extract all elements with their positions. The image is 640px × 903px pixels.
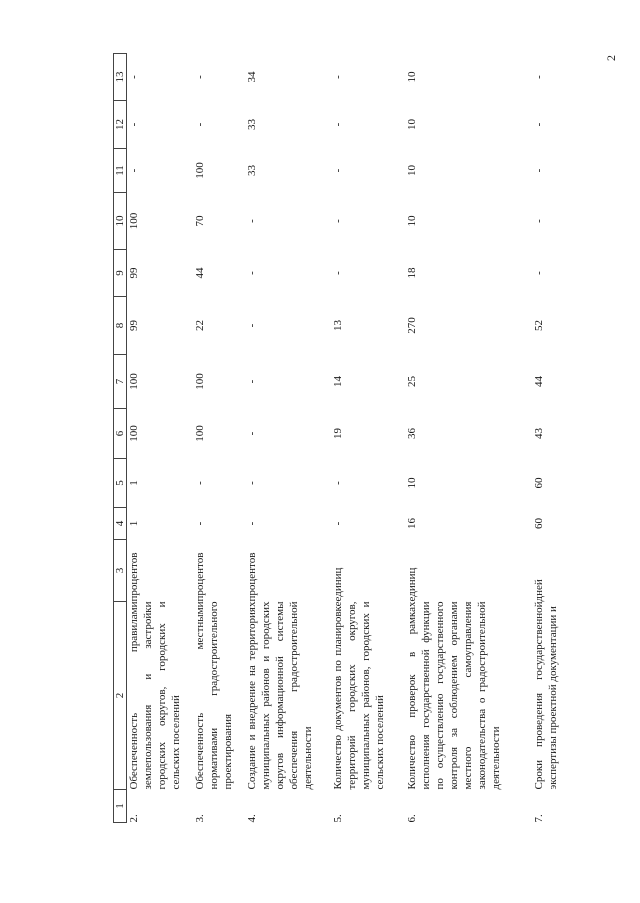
value-cell: - [332, 168, 344, 173]
row-number: 4. [246, 814, 258, 823]
value-cell: 99 [128, 320, 140, 331]
value-cell: - [533, 219, 545, 223]
header-cell: 8 [114, 297, 127, 355]
value-cell: - [332, 271, 344, 275]
value-cell: 14 [332, 376, 344, 387]
table-row [331, 54, 405, 823]
header-cell: 13 [114, 54, 127, 101]
value-cell: - [246, 379, 258, 384]
value-cell: - [332, 219, 344, 223]
value-cell: 60 [533, 518, 545, 529]
value-cell: 100 [128, 373, 140, 390]
value-cell: - [246, 521, 258, 526]
unit-cell: единиц [406, 567, 418, 602]
value-cell: - [194, 122, 206, 127]
rotated-page-content [113, 54, 606, 823]
value-cell: 100 [128, 212, 140, 230]
value-cell: - [533, 75, 545, 79]
table-row [193, 54, 245, 823]
value-cell: 270 [406, 317, 418, 334]
value-cell: 44 [533, 376, 545, 387]
header-cell: 2 [114, 602, 127, 790]
value-cell: 22 [194, 320, 206, 331]
value-cell: 16 [406, 518, 418, 529]
value-cell: 18 [406, 267, 418, 279]
value-cell: - [332, 521, 344, 526]
header-cell: 3 [114, 540, 127, 602]
value-cell: - [194, 481, 206, 485]
value-cell: 100 [128, 425, 140, 442]
indicators-table [113, 53, 582, 823]
header-cell: 6 [114, 409, 127, 459]
value-cell: - [246, 271, 258, 275]
value-cell: - [246, 323, 258, 328]
value-cell: 60 [533, 477, 545, 489]
value-cell: - [533, 168, 545, 173]
table-row [532, 54, 582, 823]
header-cell: 12 [114, 101, 127, 149]
value-cell: 43 [533, 428, 545, 439]
value-cell: 100 [194, 162, 206, 179]
value-cell: 70 [194, 215, 206, 227]
value-cell: 10 [406, 71, 418, 83]
page-number: 2 [604, 55, 618, 61]
value-cell: - [128, 168, 140, 173]
header-cell: 1 [114, 790, 127, 823]
row-number: 6. [406, 814, 418, 823]
value-cell: 10 [406, 165, 418, 176]
value-cell: 100 [194, 373, 206, 390]
value-cell: 33 [246, 165, 258, 176]
row-number: 2. [128, 814, 140, 823]
value-cell: - [533, 271, 545, 275]
value-cell: 33 [246, 119, 258, 130]
value-cell: 10 [406, 119, 418, 130]
header-row [114, 54, 127, 823]
header-cell: 5 [114, 459, 127, 508]
header-cell: 11 [114, 149, 127, 193]
value-cell: - [194, 75, 206, 79]
value-cell: - [128, 75, 140, 79]
value-cell: 36 [406, 428, 418, 439]
indicator-name: Обеспеченность правилами землепользования и застройки городских округов, городских и сельских поселений [128, 601, 182, 790]
unit-cell: процентов [128, 552, 140, 602]
value-cell: 13 [332, 320, 344, 331]
unit-cell: процентов [246, 552, 258, 602]
indicator-name: Сроки проведения государственной экспертизы проектной документации и [533, 601, 559, 790]
value-cell: 52 [533, 320, 545, 331]
row-number: 3. [194, 814, 206, 823]
value-cell: - [194, 521, 206, 526]
table-row [405, 54, 532, 823]
value-cell: - [128, 122, 140, 127]
unit-cell: процентов [194, 552, 206, 602]
unit-cell: единиц [332, 567, 344, 602]
value-cell: - [246, 481, 258, 485]
indicator-name: Количество документов по планировке территорий городских округов, муниципальных районов, городских и сельских поселений [332, 601, 386, 790]
value-cell: 10 [406, 477, 418, 489]
value-cell: - [246, 431, 258, 436]
table-row [245, 54, 331, 823]
unit-cell: дней [533, 579, 545, 602]
row-number: 7. [533, 814, 545, 823]
value-cell: 1 [128, 480, 140, 486]
row-number: 5. [332, 814, 344, 823]
value-cell: 99 [128, 267, 140, 279]
value-cell: 1 [128, 520, 140, 527]
indicator-name: Количество проверок в рамках исполнения государственной функции по осуществлению государственного контроля за соблюдением органами местного самоуправления законодательства о градостроительной деятельности [406, 601, 502, 790]
table-row [127, 54, 194, 823]
value-cell: 19 [332, 428, 344, 439]
value-cell: - [332, 122, 344, 127]
value-cell: - [332, 75, 344, 79]
value-cell: 44 [194, 267, 206, 279]
value-cell: - [246, 219, 258, 223]
header-cell: 9 [114, 250, 127, 297]
value-cell: 10 [406, 215, 418, 227]
value-cell: 25 [406, 376, 418, 387]
indicator-name: Создание и внедрение на территориях муниципальных районов и городских округов информационной системы обеспечения градостроительной деятельности [246, 601, 314, 790]
header-cell: 10 [114, 193, 127, 250]
value-cell: 34 [246, 71, 258, 83]
header-cell: 4 [114, 508, 127, 540]
value-cell: - [533, 122, 545, 127]
header-cell: 7 [114, 355, 127, 409]
value-cell: - [332, 481, 344, 485]
value-cell: 100 [194, 425, 206, 442]
indicator-name: Обеспеченность местными нормативами градостроительного проектирования [194, 601, 234, 790]
